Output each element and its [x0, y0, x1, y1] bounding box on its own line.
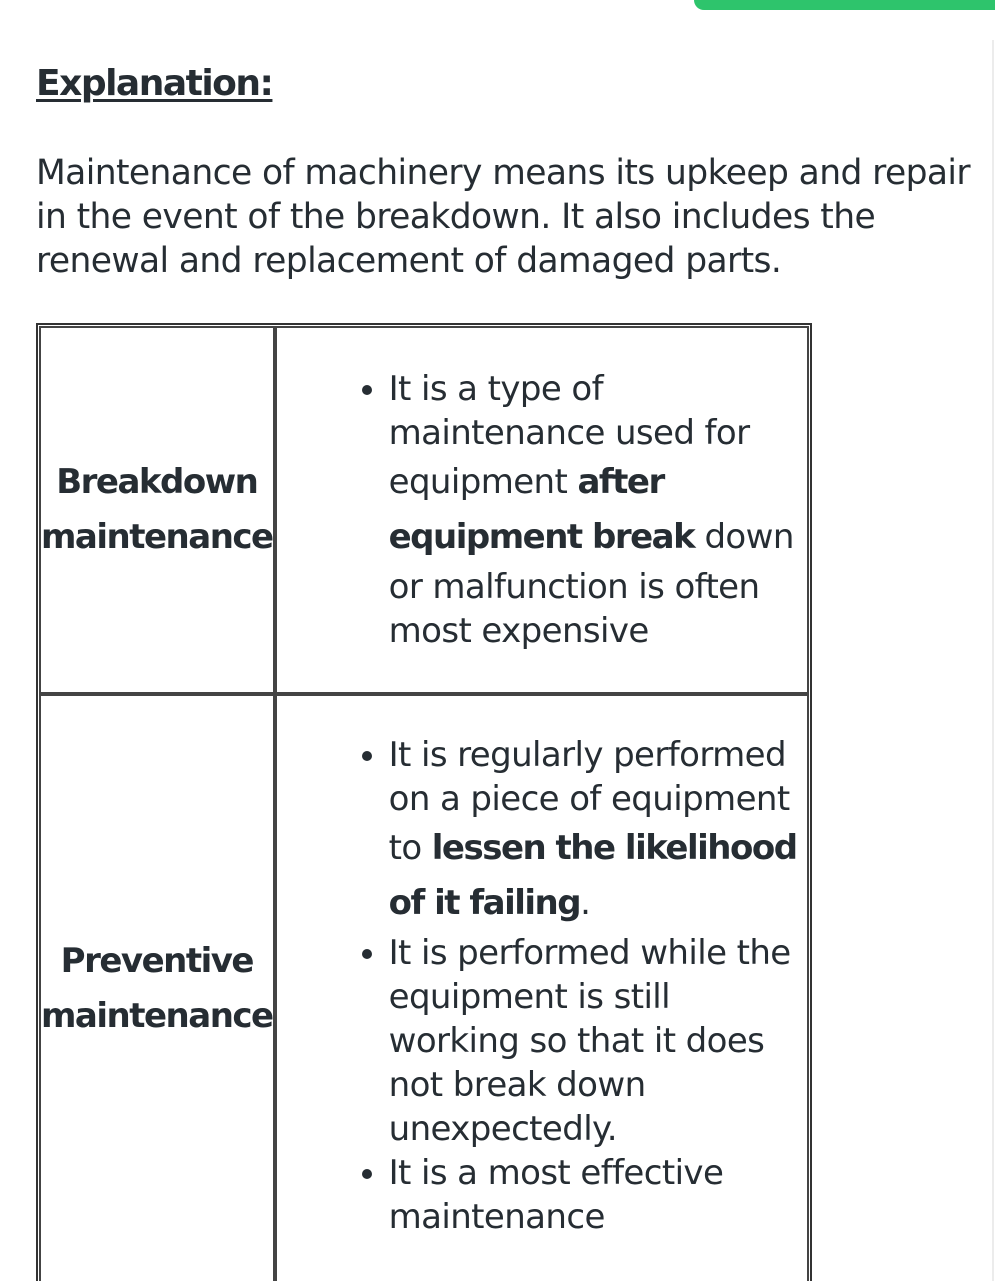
row-label-line: maintenance: [41, 517, 273, 557]
bullet-text: It is a most effective maintenance: [388, 1153, 724, 1237]
bullet-text: .: [580, 883, 591, 923]
row-label-preventive: [39, 694, 275, 1281]
row-description-preventive: [275, 694, 809, 1281]
top-accent-bar: [694, 0, 995, 10]
page-edge-divider: [992, 40, 994, 1281]
explanation-heading: Explanation:: [36, 63, 273, 104]
list-item: [389, 931, 807, 1151]
row-label-breakdown: [39, 326, 275, 694]
bullet-text: down or malfunction is often most expensive: [388, 517, 794, 651]
row-label-line: Breakdown: [56, 462, 258, 502]
list-item: [389, 367, 807, 653]
maintenance-comparison-table: [36, 323, 812, 1281]
list-item: [389, 1151, 807, 1239]
list-item: [389, 733, 807, 931]
bullet-text: It is regularly performed on a piece of equipment to: [388, 735, 790, 868]
bullet-list: [277, 367, 807, 653]
bullet-text: It is a type of maintenance used for equipment: [388, 369, 750, 502]
row-description-breakdown: [275, 326, 809, 694]
explanation-intro: Maintenance of machinery means its upkeep and repair in the event of the breakdown. It also includes the renewal and replacement of damaged parts.: [36, 153, 970, 281]
row-label-line: Preventive: [60, 941, 253, 981]
bullet-text: It is performed while the equipment is still working so that it does not break down unexpectedly.: [388, 933, 791, 1149]
bullet-bold-text: lessen the likelihood of it failing: [388, 828, 797, 923]
bullet-bold-text: after equipment break: [388, 462, 695, 557]
bullet-list: [277, 733, 807, 1239]
table-row-preventive: [39, 694, 809, 1281]
table-row-breakdown: [39, 326, 809, 694]
row-label-line: maintenance: [41, 996, 273, 1036]
